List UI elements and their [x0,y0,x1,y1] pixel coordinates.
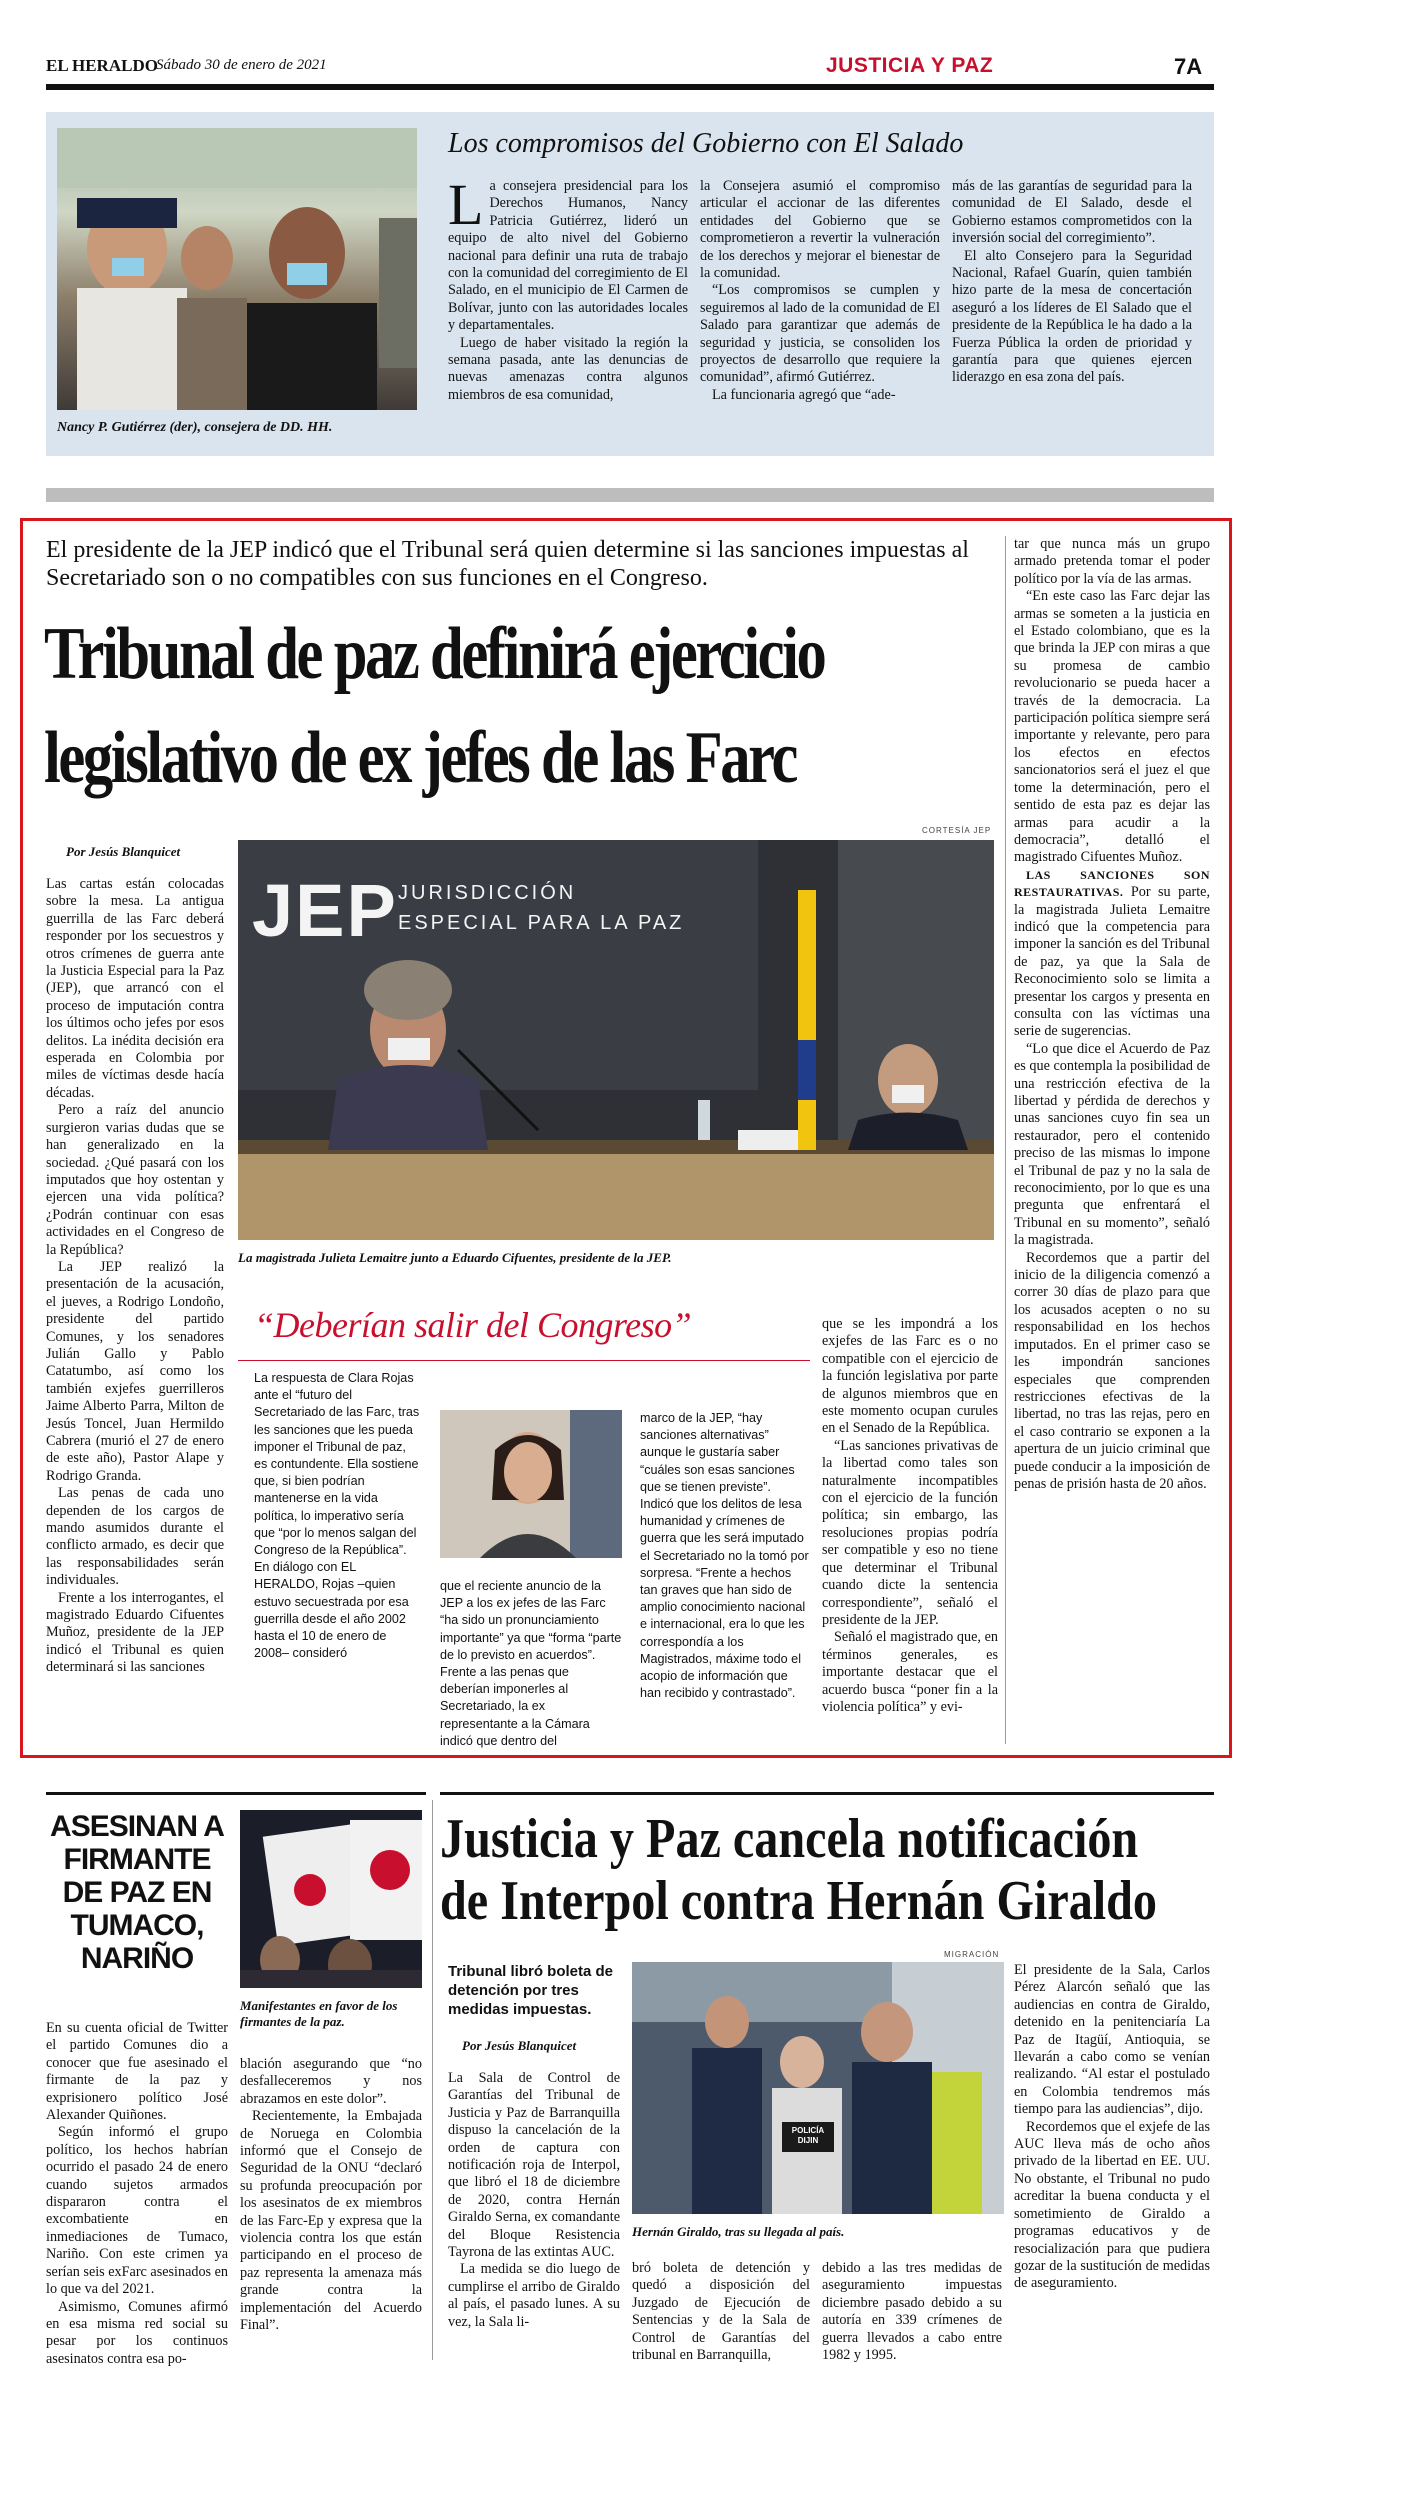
salado-photo [57,128,417,410]
tumaco-paragraph: Recientemente, la Embajada de Noruega en Colombia informó que el Consejo de Seguridad de la ONU “declaró su profunda preocupación por los asesinatos de ex miembros de las Farc-Ep y expresa que la violencia contra los que están participando en el proceso de paz representa la amenaza más grande contra la implementación del Acuerdo Final”. [240,2108,422,2334]
congreso-column-2 [440,1578,622,1750]
salado-caption: Nancy P. Gutiérrez (der), consejera de DD. HH. [57,420,333,435]
giraldo-headline-line-2: de Interpol contra Hernán Giraldo [440,1870,1158,1932]
main-paragraph: Las cartas están colocadas sobre la mesa. La antigua guerrilla de las Farc deberá responder por los secuestros y otros crímenes de guerra ante la Justicia Especial para la Paz (JEP), que arrancó con el proceso de imputación contra los últimos ocho jefes por esos delitos. La inédita decisión era esperada en Colombia por miles de víctimas desde hacía décadas. [46,876,224,1101]
salado-paragraph: Luego de haber visitado la región la semana pasada, ante las denuncias de nuevas amenazas contra algunos miembros de esa comunidad, [448,334,688,403]
main-subhead: LAS SANCIONES SON RESTAURATIVAS. [1014,867,1210,900]
tumaco-column-1 [46,2020,228,2368]
salado-dropcap: L [448,172,484,237]
jep-caption: La magistrada Julieta Lemaitre junto a Eduardo Cifuentes, presidente de la JEP. [238,1250,672,1265]
salado-column-2 [700,178,940,404]
main-paragraph: Las penas de cada uno dependen de los cargos de mando asumidos durante el conflicto armado, es decir que las responsabilidades serán individuales. [46,1485,224,1589]
tumaco-paragraph: Asimismo, Comunes afirmó en esa misma red social su pesar por los continuos asesinatos contra esa po- [46,2298,228,2367]
tumaco-paragraph: En su cuenta oficial de Twitter el partido Comunes dio a conocer que fue asesinado el firmante de la paz y exprisionero político José Alexander Quiñones. [46,2020,228,2124]
jep-sign-line-1: JURISDICCIÓN [398,882,577,904]
salado-column-1 [448,172,688,404]
main-headline-line-1: Tribunal de paz definirá ejercicio [44,613,825,695]
main-headline-line-2: legislativo de ex jefes de las Farc [44,717,796,799]
giraldo-deck: Tribunal libró boleta de detención por tres medidas impuestas. [448,1963,614,2018]
giraldo-column-1 [448,2070,620,2331]
salado-photo-art [57,128,417,410]
congreso-paragraph: marco de la JEP, “hay sanciones alternativas” aunque le gustaría saber “cuáles son esas sanciones que se tienen previste”. [640,1411,795,1494]
clara-rojas-photo [440,1410,622,1558]
salado-title: Los compromisos del Gobierno con El Salado [448,128,964,159]
main-paragraph: “Lo que dice el Acuerdo de Paz es que contempla la posibilidad de una restricción efectiva de la libertad y pérdida de derechos y unas sanciones cuyo fin sea un restaurador, pero el contenido preciso de las mismas lo impone el Tribunal de paz y no la sala de reconocimiento, por lo que es una pregunta que enfrentará el Tribunal en su momento”, señaló la magistrada. [1014,1040,1210,1249]
salado-paragraph: El alto Consejero para la Seguridad Nacional, Rafael Guarín, quien también hizo parte de la mesa de concertación aseguró a los líderes de El Salado que el presidente de la República le ha dado a la Fuerza Pública la orden de prioridad y garantía para que quienes ejercen liderazgo en esa zona del país. [952,247,1192,386]
giraldo-photo [632,1962,1004,2214]
giraldo-caption: Hernán Giraldo, tras su llegada al país. [632,2224,845,2239]
main-paragraph: Señaló el magistrado que, en términos generales, es importante destacar que el acuerdo busca “poner fin a la violencia política” y evi- [822,1629,998,1715]
giraldo-headline-line-1: Justicia y Paz cancela notificación [440,1808,1139,1870]
main-byline: Por Jesús Blanquicet [66,844,181,859]
jep-sign-line-2: ESPECIAL PARA LA PAZ [398,912,685,934]
congreso-column-1 [254,1370,422,1662]
main-deck: El presidente de la JEP indicó que el Tribunal será quien determine si las sanciones impuestas al Secretariado son o no compatibles con sus funciones en el Congreso. [46,537,969,591]
giraldo-paragraph: debido a las tres medidas de aseguramiento impuestas diciembre pasado debido a su autoría en 339 crímenes de guerra llevados a cabo entre 1982 y 1995. [822,2260,1002,2364]
main-photo-credit: CORTESÍA JEP [922,826,992,835]
giraldo-column-4 [1014,1962,1210,2293]
main-paragraph: Pero a raíz del anuncio surgieron varias dudas que se han generalizado en la sociedad. ¿Qué pasará con los imputados que hoy ostentan y ejercen una vida política? ¿Podrán continuar con esas actividades en el Congreso de la República? [46,1102,224,1258]
separator-bar [46,488,1214,502]
main-paragraph: Frente a los interrogantes, el magistrado Eduardo Cifuentes Muñoz, presidente de la JEP indicó el Tribunal es quien determinará si las sanciones [46,1589,224,1676]
salado-paragraph: la Consejera asumió el compromiso articular el accionar de las diferentes entidades del Gobierno que se comprometieron a revertir la vulneración de los derechos y mejorar el bienestar de la comunidad. [700,178,940,282]
tumaco-headline: ASESINAN A FIRMANTE DE PAZ EN TUMACO, NARIÑO [50,1810,224,1975]
paper-name: EL HERALDO [46,56,158,75]
bottom-rule-left [46,1792,426,1795]
giraldo-paragraph: El presidente de la Sala, Carlos Pérez Alarcón señaló que las audiencias en contra de Giraldo, detenido en la penitenciaría La Paz de Itagüí, Antioquia, se llevarán a cabo como se venían realizando. “Al estar el postulado en Colombia tendremos más tiempo para las audiencias”, dijo. [1014,1962,1210,2118]
giraldo-paragraph: Recordemos que el exjefe de las AUC lleva más de ocho años privado de la libertad en EE. UU. No obstante, el Tribunal no pudo acreditar la buena conducta y el sometimiento de Giraldo a programas educativos y de resocialización para que pudiera gozar de la sustitución de medidas de aseguramiento. [1014,2118,1210,2292]
tumaco-photo-art [240,1810,422,1988]
tumaco-photo [240,1810,422,1988]
giraldo-column-2 [632,2260,810,2364]
tumaco-caption: Manifestantes en favor de los firmantes de la paz. [240,1998,398,2029]
salado-column-3 [952,178,1192,387]
giraldo-paragraph: bró boleta de detención y quedó a disposición del Juzgado de Ejecución de Sentencias y de la Sala de Control de Garantías del tribunal en Barranquilla, [632,2260,810,2364]
jep-photo [238,840,994,1240]
giraldo-paragraph: La Sala de Control de Garantías del Tribunal de Justicia y Paz de Barranquilla dispuso la cancelación de la orden de captura con notificación roja de Interpol, que libró el 18 de diciembre de 2020, contra Hernán Giraldo Serna, ex comandante del Bloque Resistencia Tayrona de las extintas AUC. [448,2070,620,2261]
main-paragraph: que se les impondrá a los exjefes de las Farc es o no compatible con el ejercicio de la función legislativa por parte de algunos miembros que en este momento ocupan curules en el Senado de la República. [822,1316,998,1437]
salado-paragraph: a consejera presidencial para los Derechos Humanos, Nancy Patricia Gutiérrez, lideró un equipo de alto nivel del Gobierno nacional para definir una ruta de trabajo con la comunidad del corregimiento de El Salado, en el municipio de El Carmen de Bolívar, junto con las autoridades locales y departamentales. [448,178,688,334]
congreso-paragraph: En diálogo con EL HERALDO, Rojas –quien estuvo secuestrada por esa guerrilla desde el año 2002 hasta el 10 de enero de 2008– consideró [254,1560,409,1661]
main-column-divider [1005,536,1006,1744]
salado-paragraph: más de las garantías de seguridad para la comunidad de El Salado, desde el Gobierno estamos comprometidos con la inversión social del corregimiento”. [952,178,1192,247]
giraldo-column-3 [822,2260,1002,2364]
jep-sign-logo: JEP [252,869,398,952]
tumaco-column-2 [240,2056,422,2335]
main-column-4 [822,1316,998,1716]
salado-paragraph: La funcionaria agregó que “ade- [712,386,896,403]
clara-rojas-photo-art [440,1410,622,1558]
bottom-divider [432,1800,433,2360]
congreso-rule [238,1360,810,1361]
main-paragraph: La JEP realizó la presentación de la acusación, el jueves, a Rodrigo Londoño, presidente del partido Comunes, y los senadores Julián Gallo y Pablo Catatumbo, así como los también exjefes guerrilleros Jaime Alberto Parra, Milton de Jesús Toncel, Juan Hermildo Cabrera (murió el 27 de enero de este año), Pastor Alape y Rodrigo Granda. [46,1258,224,1484]
congreso-column-3 [640,1410,810,1702]
main-paragraph: “Las sanciones privativas de la libertad como tales son naturalmente incompatibles con el ejercicio de la función política; sin embargo, las resoluciones propias podría ser compatible y eso no tiene que determinar el Tribunal cuando dicte la sentencia correspondiente”, señaló el presidente de la JEP. [822,1437,998,1628]
main-paragraph: Recordemos que a partir del inicio de la diligencia comenzó a correr 30 días de plazo para que los acusados acepten o no su responsabilidad en los hechos imputados. En el primer caso se les impondrán sanciones especiales que comprenden restricciones efectivas de la libertad, no tras las rejas, pero en el caso contrario se exponen a la apertura de un juicio criminal que puede conducir a la imposición de penas de prisión hasta de 20 años. [1014,1249,1210,1492]
header-rule [46,84,1214,90]
page-number: 7A [1174,54,1203,79]
section-name: JUSTICIA Y PAZ [826,54,994,77]
congreso-paragraph: Frente a las penas que deberían imponerles al Secretariado, la ex representante a la Cámara indicó que dentro del [440,1665,590,1748]
giraldo-paragraph: La medida se dio luego de cumplirse el arribo de Giraldo al país, el pasado lunes. A su vez, la Sala li- [448,2261,620,2330]
salado-paragraph: “Los compromisos se cumplen y seguiremos al lado de la comunidad de El Salado para garantizar que además de seguridad y justicia, se consoliden los proyectos de desarrollo que requiere la comunidad”, afirmó Gutiérrez. [700,282,940,386]
main-column-1 [46,876,224,1677]
congreso-paragraph: Indicó que los delitos de lesa humanidad y crímenes de guerra que les será imputado el Secretariado no la tomó por sorpresa. “Frente a hechos tan graves que han sido de amplio conocimiento nacional e internacional, era lo que les correspondía a los Magistrados, máxime todo el acopio de información que han recibido y contrastado”. [640,1497,809,1701]
giraldo-photo-credit: MIGRACIÓN [944,1950,1000,1959]
congreso-paragraph: La respuesta de Clara Rojas ante el “futuro del Secretariado de las Farc, tras les sanciones que les pueda imponer el Tribunal de paz, es contundente. Ella sostiene que, si bien podrían mantenerse en la vida política, lo imperativo sería que “por lo menos salgan del Congreso de la República”. [254,1371,420,1558]
issue-date: Sábado 30 de enero de 2021 [156,57,327,73]
main-paragraph: tar que nunca más un grupo armado pretenda tomar el poder político por la vía de las armas. [1014,536,1210,587]
congreso-paragraph: que el reciente anuncio de la JEP a los ex jefes de las Farc “ha sido un pronunciamiento importante” ya que “forma “parte de lo previsto en acuerdos”. [440,1579,622,1662]
tumaco-paragraph: blación asegurando que “no desfalleceremos y nos abrazamos en este dolor”. [240,2056,422,2107]
main-paragraph: Por su parte, la magistrada Julieta Lemaitre indicó que la competencia para imponer la sanción es del Tribunal de paz, ya que la Sala de Reconocimiento solo se limita a presentar los cargos y presenta en consulta con las víctimas una serie de sugerencias. [1014,884,1210,1040]
tumaco-paragraph: Según informó el grupo político, los hechos habrían ocurrido el pasado 24 de enero cuando sujetos armados dispararon contra el excombatiente en inmediaciones de Tumaco, Nariño. Con este crimen ya serían seis exFarc asesinados en lo que va del 2021. [46,2124,229,2298]
main-right-column [1014,536,1210,1493]
giraldo-vest-label: POLICÍA DIJIN [791,2126,825,2145]
bottom-rule-right [440,1792,1214,1795]
main-paragraph: “En este caso las Farc dejar las armas se someten a la justicia en el Estado colombiano, que es la que brinda la JEP con miras a que su promesa de cambio revolucionario se pueda hacer a través de la democracia. La participación política siempre será importante y relevante, pero para los efectos en efectos sancionatorios será el juez el que tome la determinación, pero el sentido de esta paz es dejar las armas para acudir a la democracia”, detalló el magistrado Cifuentes Muñoz. [1014,588,1210,866]
giraldo-byline: Por Jesús Blanquicet [462,2038,577,2053]
giraldo-photo-art [632,1962,1004,2214]
congreso-title: “Deberían salir del Congreso” [254,1305,692,1345]
